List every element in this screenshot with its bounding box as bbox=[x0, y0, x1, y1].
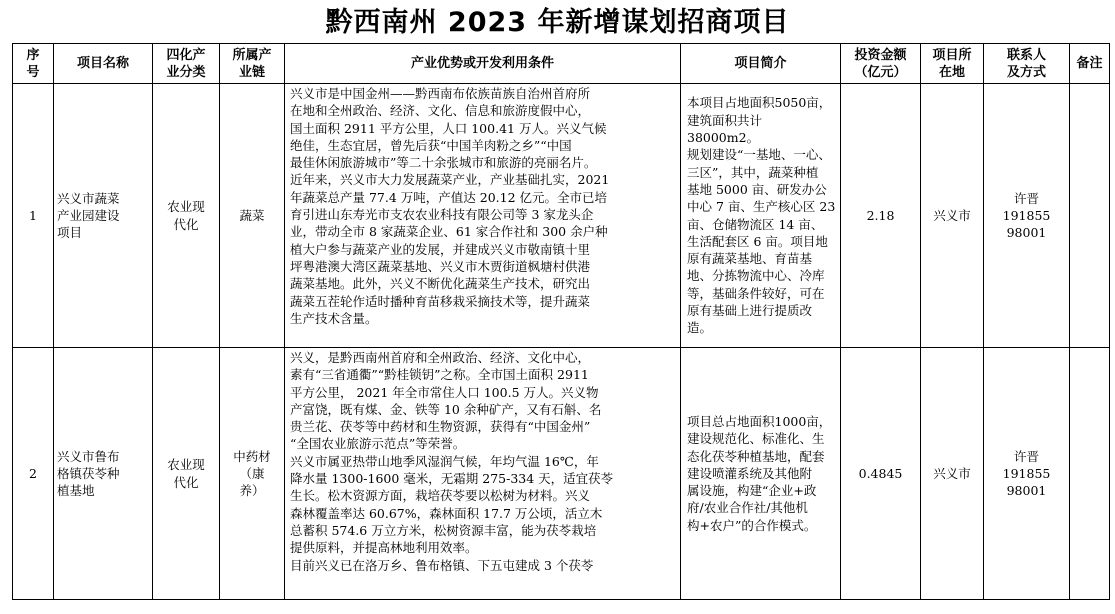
header-advantage: 产业优势或开发利用条件 bbox=[285, 44, 681, 84]
cell-contact: 许晋 191855 98001 bbox=[984, 84, 1070, 348]
header-note: 备注 bbox=[1070, 44, 1110, 84]
cell-investment: 0.4845 bbox=[841, 348, 921, 600]
cell-category: 农业现 代化 bbox=[153, 84, 220, 348]
page-title: 黔西南州 2023 年新增谋划招商项目 bbox=[325, 7, 790, 38]
table-row bbox=[13, 348, 1110, 600]
cell-note bbox=[1070, 348, 1110, 600]
cell-advantage: 兴义市是中国金州——黔西南布依族苗族自治州首府所 在地和全州政治、经济、文化、信息和旅游度假中心， 国土面积 2911 平方公里，人口 100.41 万人。兴义气候 绝佳，生态宜居，曾先后获“中国羊肉粉之乡”“中国 最佳休闲旅游城市”等二十余张城市和旅游的亮丽名片。 近年来，兴义市大力发展蔬菜产业，产业基础扎实，2021 年蔬菜总产量 77.4 万吨，产值达 20.12 亿元。全市已培 育引进山东寿光市支农农业科技有限公司等 3 家龙头企 业，带动全市 8 家蔬菜企业、61 家合作社和 300 余户种 植大户参与蔬菜产业的发展，并建成兴义市敬南镇十里 坪粤港澳大湾区蔬菜基地、兴义市木贾街道枫塘村供港 蔬菜基地。此外，兴义不断优化蔬菜生产技术，研究出 蔬菜五茬轮作适时播种育苗移栽采摘技术等，提升蔬菜 生产技术含量。 bbox=[285, 84, 681, 348]
cell-location: 兴义市 bbox=[921, 84, 984, 348]
cell-investment: 2.18 bbox=[841, 84, 921, 348]
cell-name: 兴义市鲁布 格镇茯苓种 植基地 bbox=[54, 348, 153, 600]
header-row bbox=[13, 44, 1110, 84]
cell-intro: 项目总占地面积1000亩， 建设规范化、标准化、生 态化茯苓种植基地，配套 建设喷灌系统及其他附 属设施，构建“企业+政 府/农业合作社/其他机 构+农户”的合作模式。 bbox=[681, 348, 841, 600]
project-table bbox=[12, 43, 1110, 600]
header-investment: 投资金额 （亿元） bbox=[841, 44, 921, 84]
cell-name: 兴义市蔬菜 产业园建设 项目 bbox=[54, 84, 153, 348]
cell-advantage: 兴义，是黔西南州首府和全州政治、经济、文化中心， 素有“三省通衢”“黔桂锁钥”之称。全市国土面积 2911 平方公里， 2021 年全市常住人口 100.5 万人。兴义物 产富饶，既有煤、金、铁等 10 余种矿产，又有石斛、名 贵兰花、茯苓等中药材和生物资源，获得有“中国金州” “全国农业旅游示范点”等荣誉。 兴义市属亚热带山地季风湿润气候，年均气温 16℃，年 降水量 1300-1600 毫米，无霜期 275-334 天，适宜茯苓 生长。松木资源方面，栽培茯苓要以松树为材料。兴义 森林覆盖率达 60.67%，森林面积 17.7 万公顷，活立木 总蓄积 574.6 万立方米，松树资源丰富，能为茯苓栽培 提供原料，并提高林地利用效率。 目前兴义已在洛万乡、鲁布格镇、下五屯建成 3 个茯苓 bbox=[285, 348, 681, 600]
header-intro: 项目简介 bbox=[681, 44, 841, 84]
cell-seq: 2 bbox=[13, 348, 54, 600]
cell-contact: 许晋 191855 98001 bbox=[984, 348, 1070, 600]
header-chain: 所属产 业链 bbox=[220, 44, 285, 84]
header-contact: 联系人 及方式 bbox=[984, 44, 1070, 84]
table-row bbox=[13, 84, 1110, 348]
header-name: 项目名称 bbox=[54, 44, 153, 84]
cell-intro: 本项目占地面积5050亩， 建筑面积共计 38000m2。 规划建设“一基地、一心、 三区”，其中，蔬菜种植 基地 5000 亩、研发办公 中心 7 亩、生产核心区 23 亩、仓储物流区 14 亩、 生活配套区 6 亩。项目地 原有蔬菜基地、育苗基 地、分拣物流中心、冷库 等，基础条件较好，可在 原有基础上进行提质改 造。 bbox=[681, 84, 841, 348]
cell-location: 兴义市 bbox=[921, 348, 984, 600]
header-seq: 序 号 bbox=[13, 44, 54, 84]
cell-note bbox=[1070, 84, 1110, 348]
header-category: 四化产 业分类 bbox=[153, 44, 220, 84]
header-location: 项目所 在地 bbox=[921, 44, 984, 84]
cell-seq: 1 bbox=[13, 84, 54, 348]
cell-chain: 中药材 （康 养） bbox=[220, 348, 285, 600]
cell-chain: 蔬菜 bbox=[220, 84, 285, 348]
cell-category: 农业现 代化 bbox=[153, 348, 220, 600]
